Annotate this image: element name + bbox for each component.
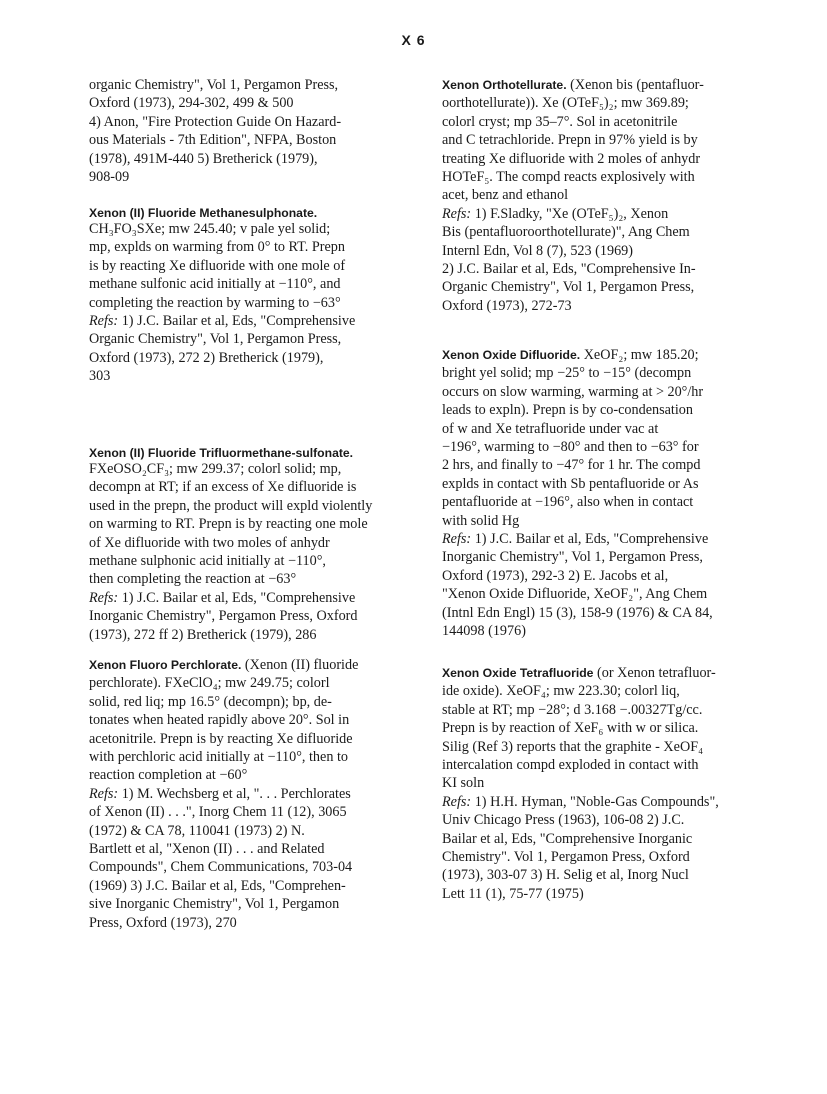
refs-label: Refs: (89, 785, 119, 802)
entry-heading-body (442, 664, 742, 793)
entry-title: Xenon Orthotellurate. (442, 78, 567, 92)
entry-title: Xenon Oxide Tetrafluoride (442, 666, 594, 680)
refs-text: 1) J.C. Bailar et al, Eds, "Comprehensive Organic Chemistry", Vol 1, Pergamon Press, Oxford (1973), 272 2) Bretherick (1979), 303 (89, 313, 356, 385)
page-label: X 6 (401, 32, 426, 48)
entry-title: Xenon (II) Fluoride Trifluormethane-sulfonate. (89, 446, 354, 460)
entry-body: (Xenon bis (pentafluor- oorthotellurate)). Xe (OTeF₅)₂; mw 369.89; colorl cryst; mp 35–7°. Sol in acetonitrile and C tetrachloride. Prepn in 97% yield is by treating Xe difluoride with 2 moles of anhydr HOTeF₅. The compd reacts explosively with acet, benz and ethanol (442, 77, 704, 204)
entry-body: (or Xenon tetrafluor- ide oxide). XeOF₄; mw 223.30; colorl liq, stable at RT; mp −28°; d 3.168 −.00327Tg/cc. Prepn is by reaction of XeF₆ with w or silica. Silig (Ref 3) reports that the graphite - XeOF₄ intercalation compd exploded in contact with KI soln (442, 665, 716, 792)
entry-refs (89, 589, 389, 644)
entry-xenon-fluoride-trifluormethanesulfonate (89, 446, 389, 644)
entry-xenon-fluoro-perchlorate (89, 656, 389, 932)
entry-title: Xenon (II) Fluoride Methanesulphonate. (89, 206, 318, 220)
entry-refs (442, 530, 742, 640)
refs-text: 1) J.C. Bailar et al, Eds, "Comprehensive Inorganic Chemistry", Vol 1, Pergamon Press, Oxford (1973), 292-3 2) E. Jacobs et al, "Xenon Oxide Difluoride, XeOF₂", Ang Chem (Intnl Edn Engl) 15 (3), 158-9 (1976) & CA 84, 144098 (1976) (442, 531, 713, 640)
entry-xenon-fluoride-methanesulphonate (89, 206, 389, 386)
continuation-text (89, 76, 389, 186)
refs-label: Refs: (442, 793, 472, 810)
continuation-refs: organic Chemistry", Vol 1, Pergamon Press, Oxford (1973), 294-302, 499 & 500 4) Anon, "Fire Protection Guide On Hazard- ous Materials - 7th Edition", NFPA, Boston (1978), 491M-440 5) Bretherick (1979), 908-09 (89, 77, 342, 186)
entry-refs (89, 312, 389, 386)
entry-heading-body (442, 346, 742, 530)
entry-body: XeOF₂; mw 185.20; bright yel solid; mp −25° to −15° (decompn occurs on slow warming, warming at > 20°/hr leads to expln). Prepn is by co-condensation of w and Xe tetrafluoride under vac at −196°, warming to −80° and then to −63° for 2 hrs, and finally to −47° for 1 hr. The compd explds in contact with Sb pentafluoride or As pentafluoride at −196°, also when in contact with solid Hg (442, 347, 704, 529)
entry-xenon-oxide-difluoride (442, 346, 742, 641)
refs-label: Refs: (442, 205, 472, 222)
entry-body: FXeOSO₂CF₃; mw 299.37; colorl solid; mp, decompn at RT; if an excess of Xe difluoride is used in the prepn, the product will expld violently on warming to RT. Prepn is by reacting one mole of Xe difluoride with two moles of anhydr methane sulphonic acid initially at −110°, then completing the reaction at −63° (89, 461, 373, 588)
entry-heading-body (89, 656, 389, 785)
entry-body: CH₃FO₃SXe; mw 245.40; v pale yel solid; mp, explds on warming from 0° to RT. Prepn is by reacting Xe difluoride with one mole of methane sulfonic acid initially at −110°, and completing the reaction by warming to −63° (89, 221, 346, 311)
entry-body: (Xenon (II) fluoride perchlorate). FXeClO₄; mw 249.75; colorl solid, red liq; mp 16.5° (decompn); bp, de- tonates when heated rapidly above 20°. Sol in acetonitrile. Prepn is by reacting Xe difluoride with perchloric acid initially at −110°, then to reaction completion at −60° (89, 657, 359, 784)
entry-heading-body (442, 76, 742, 205)
entry-refs (89, 785, 389, 932)
refs-text: 1) F.Sladky, "Xe (OTeF₅)₂, Xenon Bis (pentafluoroorthotellurate)", Ang Chem Internl Edn, Vol 8 (7), 523 (1969) 2) J.C. Bailar et al, Eds, "Comprehensive In- Organic Chemistry", Vol 1, Pergamon Press, Oxford (1973), 272-73 (442, 205, 696, 314)
refs-label: Refs: (89, 313, 119, 330)
entry-xenon-orthotellurate (442, 76, 742, 315)
refs-text: 1) J.C. Bailar et al, Eds, "Comprehensive Inorganic Chemistry", Pergamon Press, Oxford (1973), 272 ff 2) Bretherick (1979), 286 (89, 589, 358, 643)
refs-text: 1) M. Wechsberg et al, ". . . Perchlorates of Xenon (II) . . .", Inorg Chem 11 (12), 3065 (1972) & CA 78, 110041 (1973) 2) N. Bartlett et al, "Xenon (II) . . . and Related Compounds", Chem Communications, 703-04 (1969) 3) J.C. Bailar et al, Eds, "Comprehen- sive Inorganic Chemistry", Vol 1, Pergamon Press, Oxford (1973), 270 (89, 785, 353, 931)
entry-title: Xenon Oxide Difluoride. (442, 348, 581, 362)
refs-label: Refs: (442, 531, 472, 548)
entry-refs (442, 205, 742, 315)
refs-text: 1) H.H. Hyman, "Noble-Gas Compounds", Univ Chicago Press (1963), 106-08 2) J.C. Bailar et al, Eds, "Comprehensive Inorganic Chemistry". Vol 1, Pergamon Press, Oxford (1973), 303-07 3) H. Selig et al, Inorg Nucl Lett 11 (1), 75-77 (1975) (442, 793, 719, 902)
refs-label: Refs: (89, 589, 119, 606)
entry-title: Xenon Fluoro Perchlorate. (89, 658, 242, 672)
entry-refs (442, 793, 742, 903)
entry-xenon-oxide-tetrafluoride (442, 664, 742, 903)
